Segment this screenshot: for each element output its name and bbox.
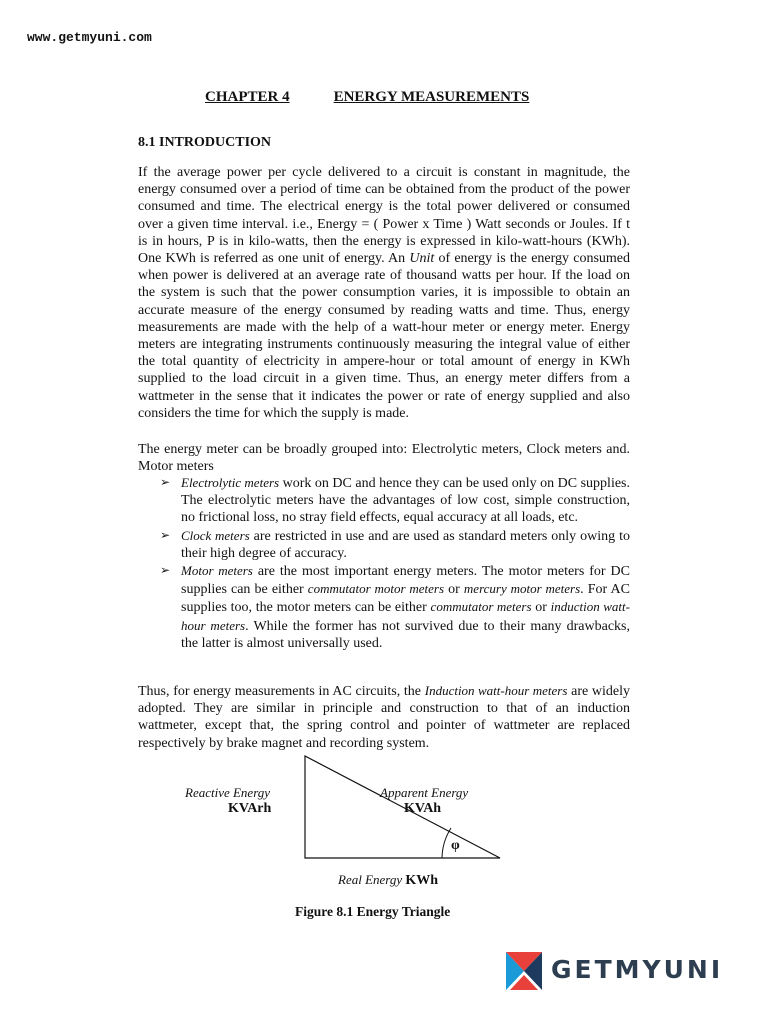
conclusion-paragraph: Thus, for energy measurements in AC circuits, the Induction watt-hour meters are widely adopted. They are similar in principle and construction to that of an induction wattmeter, except that, the spring control and pointer of wattmeter are replaced respectively by brake magnet and recording system. xyxy=(138,683,631,751)
chapter-heading xyxy=(205,89,529,106)
intro-paragraph: If the average power per cycle delivered to a circuit is constant in magnitude, the energy consumed over a period of time can be obtained from the product of the power consumed and time. The electrical energy is the total power delivered or consumed over a given time interval. i.e., Energy = ( Power x Time ) Watt seconds or Joules. If t is in hours, P is in kilo-watts, then the energy is expressed in kilo-watt-hours (KWh). One KWh is referred as one unit of energy. An Unit of energy is the energy consumed when power is delivered at an average rate of thousand watts per hour. If the load on the system is such that the power consumption varies, it is impossible to obtain an accurate measure of the energy consumed by reading watts and time. Thus, energy measurements are made with the help of a watt-hour meter or energy meter. Energy meters are integrating instruments continuously measuring the integral value of either the total quantity of electricity in ampere-hour or total amount of energy in KWh supplied to the load circuit in a given time. Thus, an energy meter differs from a wattmeter in the sense that it indicates the power or rate of energy supplied and also considers the time for which the supply is made. xyxy=(138,165,631,421)
phi-angle-symbol: φ xyxy=(451,838,460,853)
apparent-energy-unit: KVAh xyxy=(404,801,442,816)
reactive-energy-unit: KVArh xyxy=(228,801,272,816)
getmyuni-logo-text: GETMYUNI xyxy=(551,955,724,984)
real-energy-label: Real Energy KWh xyxy=(338,872,439,888)
chapter-title: ENERGY MEASUREMENTS xyxy=(333,89,530,105)
apparent-energy-label: Apparent Energy xyxy=(380,785,469,800)
energy-triangle xyxy=(305,756,500,858)
reactive-energy-label: Reactive Energy xyxy=(185,785,271,800)
meter-type-list xyxy=(160,474,630,652)
list-item-motor: ➢ Motor meters are the most important energy meters. The motor meters for DC supplies can be either commutator motor meters or mercury motor meters. For AC supplies too, the motor meters can be either commutator meters or induction watt-hour meters. While the former has not survived due to their many drawbacks, the latter is almost universally used. xyxy=(160,563,631,651)
list-item-electrolytic: ➢ Electrolytic meters work on DC and hence they can be used only on DC supplies. The electrolytic meters have the advantages of low cost, simple construction, no frictional loss, no stray field effects, equal accuracy at all loads, etc. xyxy=(160,475,630,526)
figure-caption: Figure 8.1 Energy Triangle xyxy=(295,904,451,919)
unit-term: Unit xyxy=(409,251,435,267)
list-item-clock: ➢ Clock meters are restricted in use and are used as standard meters only owing to their high degree of accuracy. xyxy=(160,527,630,561)
arrow-bullet-icon: ➢ xyxy=(160,563,171,578)
chapter-number: CHAPTER 4 xyxy=(205,89,290,105)
site-url: www.getmyuni.com xyxy=(27,30,152,45)
arrow-bullet-icon: ➢ xyxy=(160,475,171,489)
arrow-bullet-icon: ➢ xyxy=(160,527,171,542)
phi-angle-arc xyxy=(442,828,451,858)
section-heading: 8.1 INTRODUCTION xyxy=(138,135,272,150)
meter-groups-paragraph: The energy meter can be broadly grouped into: Electrolytic meters, Clock meters and. Motor meters xyxy=(138,442,630,475)
